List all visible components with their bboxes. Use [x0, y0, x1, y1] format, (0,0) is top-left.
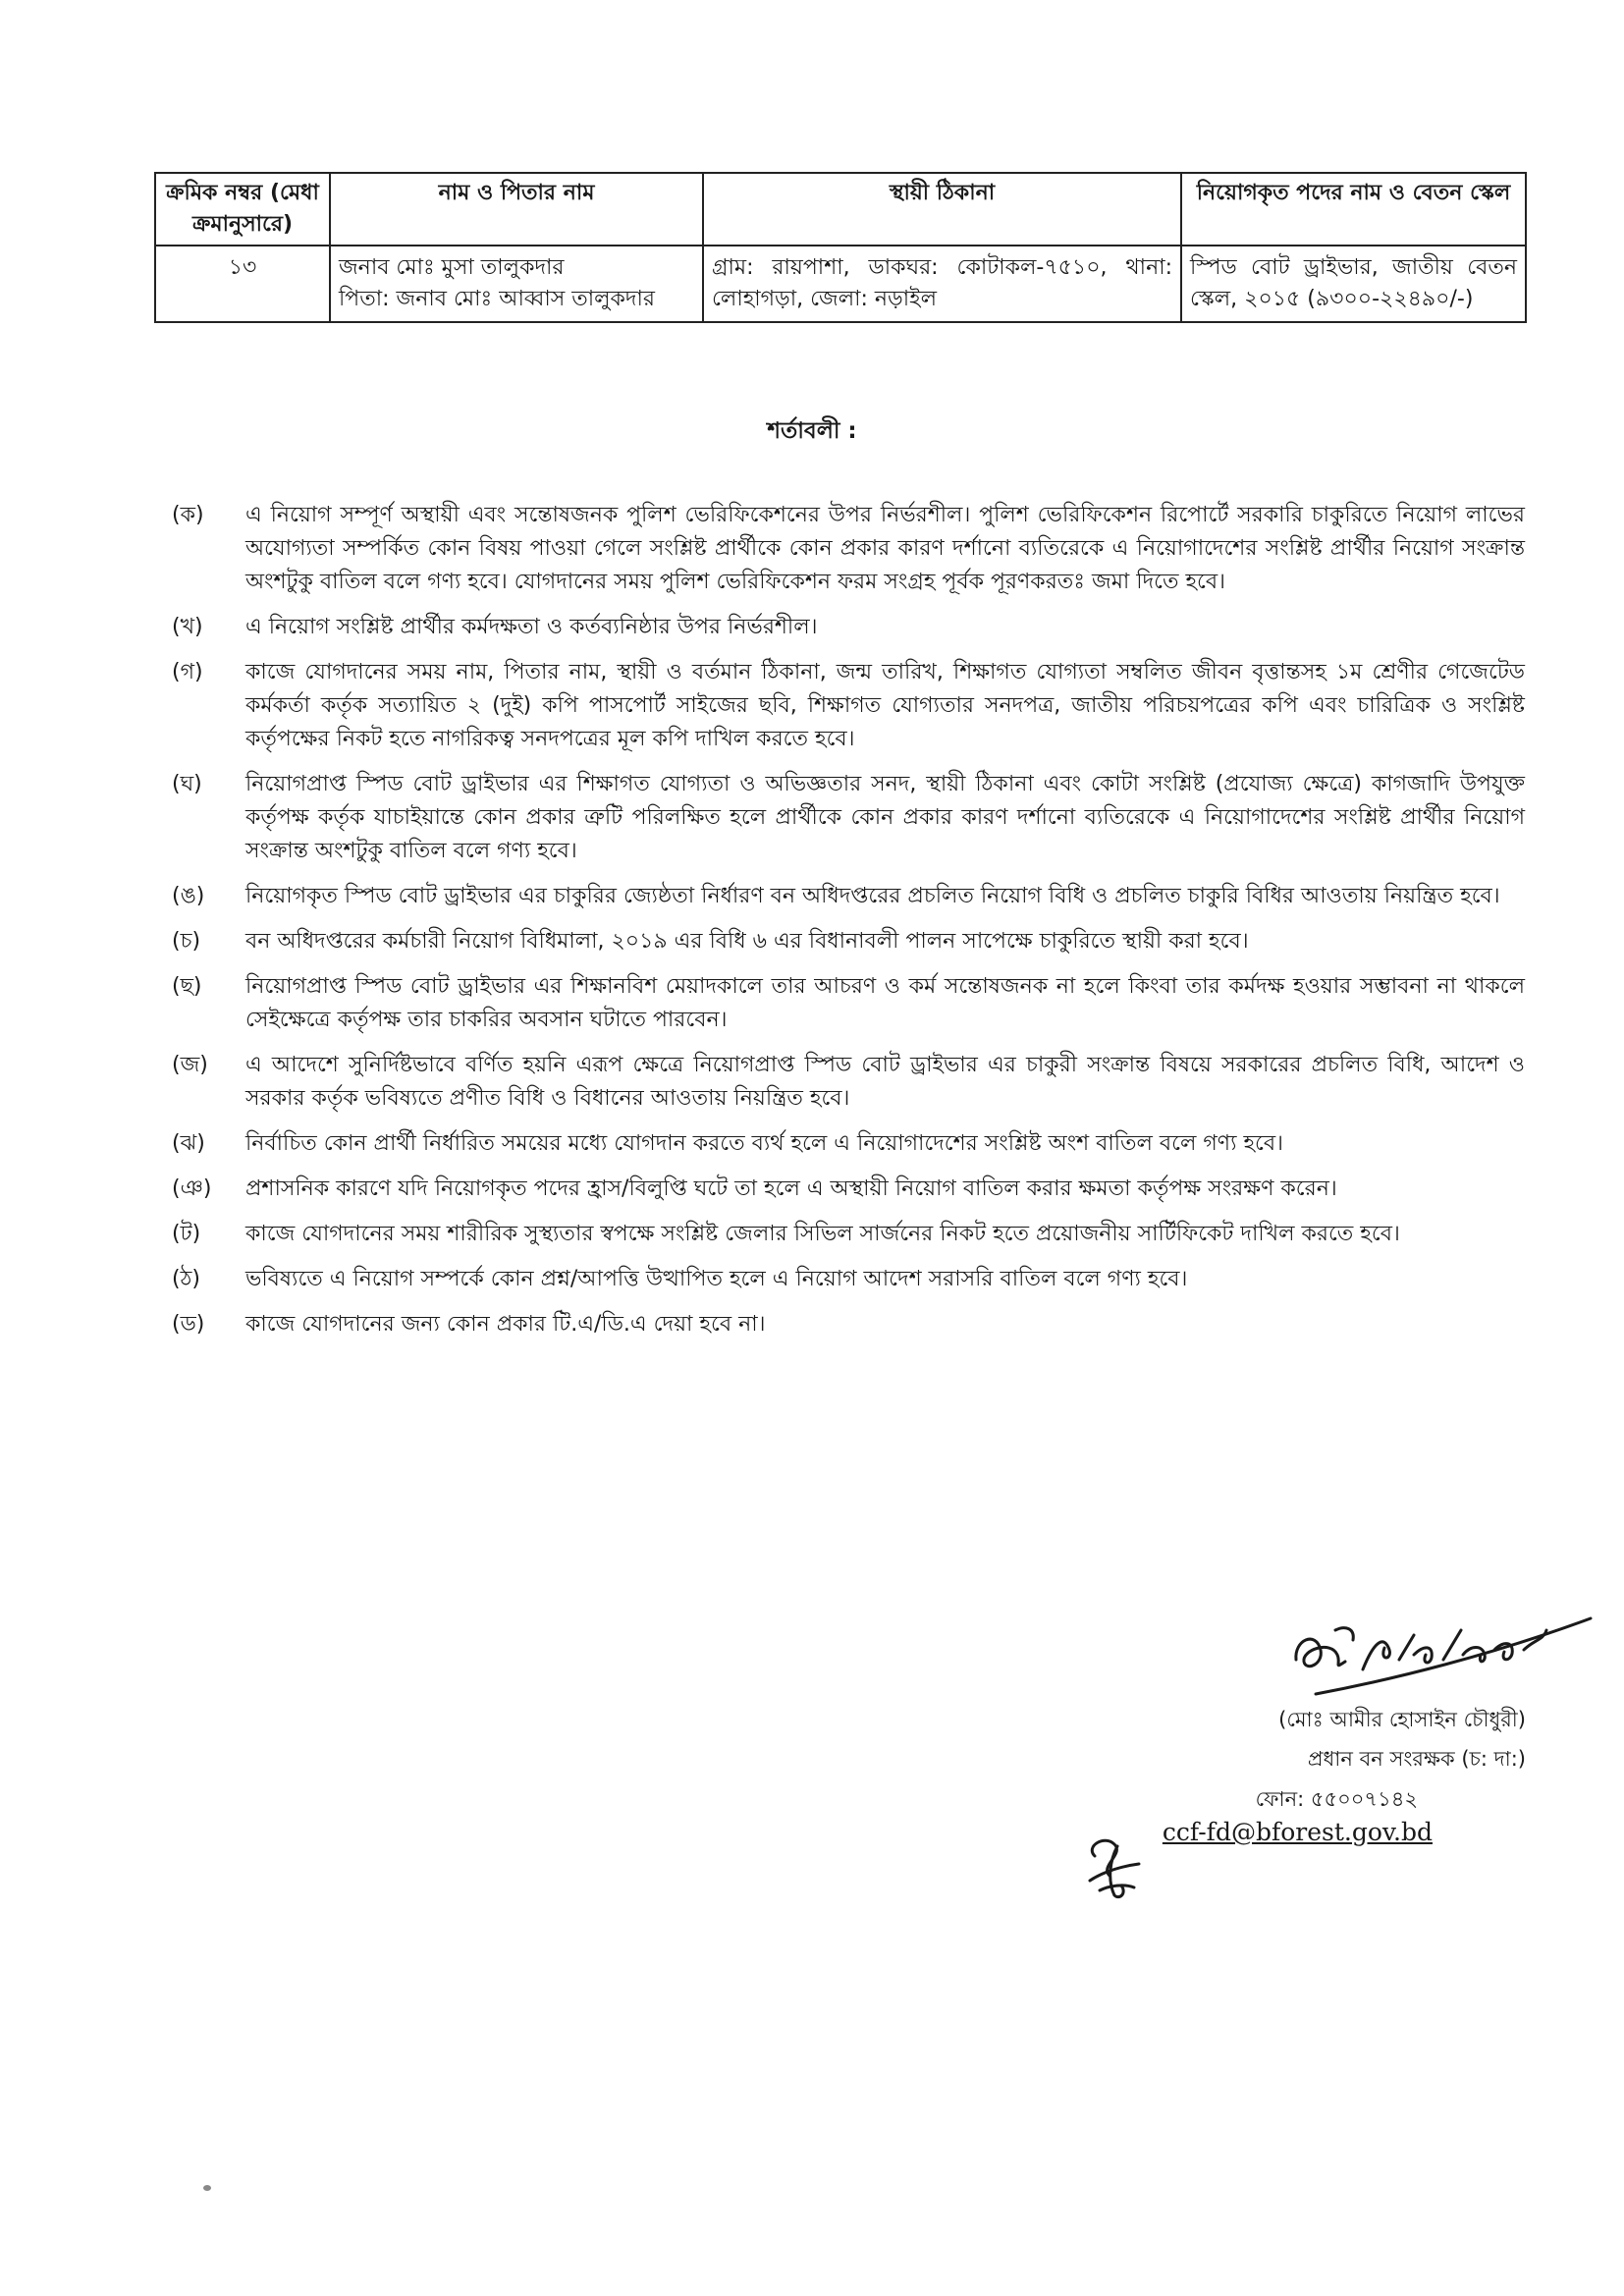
- terms-heading: শর্তাবলী :: [767, 418, 857, 444]
- condition-dda: [172, 1308, 1525, 1341]
- header-serial: ক্রমিক নম্বর (মেধা ক্রমানুসারে): [155, 173, 330, 246]
- table-row: [155, 246, 1526, 322]
- condition-gha: [172, 768, 1525, 868]
- condition-text: কাজে যোগদানের সময় নাম, পিতার নাম, স্থায়ী ও বর্তমান ঠিকানা, জন্ম তারিখ, শিক্ষাগত যোগ্যতা সম্বলিত জীবন বৃত্তান্তসহ ১ম শ্রেণীর গেজেটেড কর্মকর্তা কর্তৃক সত্যায়িত ২ (দুই) কপি পাসপোর্ট সাইজের ছবি, শিক্ষাগত যোগ্যতার সনদপত্র, জাতীয় পরিচয়পত্রের কপি এবং চারিত্রিক ও সংশ্লিষ্ট কর্তৃপক্ষের নিকট হতে নাগরিকত্ব সনদপত্রের মূল কপি দাখিল করতে হবে।: [245, 660, 1525, 751]
- condition-label: (খ): [172, 615, 203, 639]
- father-name: পিতা: জনাব মোঃ আব্বাস তালুকদার: [339, 286, 655, 311]
- condition-ka: [172, 499, 1525, 599]
- header-post: নিয়োগকৃত পদের নাম ও বেতন স্কেল: [1181, 173, 1526, 246]
- condition-kha: [172, 611, 1525, 644]
- signatory-name: (মোঃ আমীর হোসাইন চৌধুরী): [1278, 1708, 1526, 1731]
- condition-ttha: [172, 1263, 1525, 1296]
- initial-signature: [1080, 1827, 1149, 1905]
- condition-label: (ড): [172, 1312, 205, 1337]
- header-address: স্থায়ী ঠিকানা: [703, 173, 1181, 246]
- condition-jha: [172, 1127, 1525, 1161]
- condition-label: (ঙ): [172, 884, 205, 908]
- condition-text: প্রশাসনিক কারণে যদি নিয়োগকৃত পদের হ্রাস/বিলুপ্তি ঘটে তা হলে এ অস্থায়ী নিয়োগ বাতিল করার ক্ষমতা কর্তৃপক্ষ সংরক্ষণ করেন।: [245, 1176, 1337, 1201]
- condition-text: ভবিষ্যতে এ নিয়োগ সম্পর্কে কোন প্রশ্ন/আপত্তি উত্থাপিত হলে এ নিয়োগ আদেশ সরাসরি বাতিল বলে গণ্য হবে।: [245, 1267, 1188, 1291]
- condition-label: (চ): [172, 929, 201, 954]
- header-name: নাম ও পিতার নাম: [330, 173, 703, 246]
- scan-speck: [203, 2185, 211, 2191]
- candidate-name: জনাব মোঃ মুসা তালুকদার: [339, 254, 565, 280]
- cell-name: [330, 246, 703, 322]
- condition-label: (গ): [172, 660, 203, 684]
- condition-text: এ নিয়োগ সম্পূর্ণ অস্থায়ী এবং সন্তোষজনক পুলিশ ভেরিফিকেশনের উপর নির্ভরশীল। পুলিশ ভেরিফিকেশন রিপোর্টে সরকারি চাকুরিতে নিয়োগ লাভের অযোগ্যতা সম্পর্কিত কোন বিষয় পাওয়া গেলে সংশ্লিষ্ট প্রার্থীকে কোন প্রকার কারণ দর্শানো ব্যতিরেকে এ নিয়োগাদেশের সংশ্লিষ্ট প্রার্থীর নিয়োগ সংক্রান্ত অংশটুকু বাতিল বলে গণ্য হবে। যোগদানের সময় পুলিশ ভেরিফিকেশন ফরম সংগ্রহ পূর্বক পূরণকরতঃ জমা দিতে হবে।: [245, 503, 1525, 594]
- appointment-table: [154, 172, 1527, 323]
- condition-ga: [172, 656, 1525, 756]
- condition-text: এ নিয়োগ সংশ্লিষ্ট প্রার্থীর কর্মদক্ষতা ও কর্তব্যনিষ্ঠার উপর নির্ভরশীল।: [245, 615, 818, 639]
- signatory-phone: ফোন: ৫৫০০৭১৪২: [1255, 1787, 1418, 1811]
- condition-label: (ঠ): [172, 1267, 200, 1291]
- condition-text: নিয়োগপ্রাপ্ত স্পিড বোট ড্রাইভার এর শিক্ষাগত যোগ্যতা ও অভিজ্ঞতার সনদ, স্থায়ী ঠিকানা এবং কোটা সংশ্লিষ্ট (প্রযোজ্য ক্ষেত্রে) কাগজাদি উপযুক্ত কর্তৃপক্ষ কর্তৃক যাচাইয়ান্তে কোন প্রকার ত্রুটি পরিলক্ষিত হলে প্রার্থীকে কোন প্রকার কারণ দর্শানো ব্যতিরেকে এ নিয়োগাদেশের সংশ্লিষ্ট প্রার্থীর নিয়োগ সংক্রান্ত অংশটুকু বাতিল বলে গণ্য হবে।: [245, 772, 1525, 863]
- condition-label: (ট): [172, 1222, 201, 1246]
- condition-label: (ঘ): [172, 772, 202, 796]
- condition-text: নিয়োগপ্রাপ্ত স্পিড বোট ড্রাইভার এর শিক্ষানবিশ মেয়াদকালে তার আচরণ ও কর্ম সন্তোষজনক না হলে কিংবা তার কর্মদক্ষ হওয়ার সম্ভাবনা না থাকলে সেইক্ষেত্রে কর্তৃপক্ষ তার চাকরির অবসান ঘটাতে পারবেন।: [245, 974, 1525, 1032]
- signatory-designation: প্রধান বন সংরক্ষক (চ: দা:): [1307, 1747, 1526, 1771]
- condition-chha: [172, 970, 1525, 1037]
- condition-label: (ঞ): [172, 1176, 212, 1201]
- condition-uma: [172, 880, 1525, 913]
- condition-text: কাজে যোগদানের জন্য কোন প্রকার টি.এ/ডি.এ দেয়া হবে না।: [245, 1312, 766, 1337]
- condition-label: (ক): [172, 503, 204, 527]
- condition-text: নির্বাচিত কোন প্রার্থী নির্ধারিত সময়ের মধ্যে যোগদান করতে ব্যর্থ হলে এ নিয়োগাদেশের সংশ্লিষ্ট অংশ বাতিল বলে গণ্য হবে।: [245, 1131, 1283, 1156]
- condition-cha: [172, 925, 1525, 958]
- condition-label: (ঝ): [172, 1131, 205, 1156]
- cell-serial: ১৩: [155, 246, 330, 322]
- condition-label: (জ): [172, 1053, 208, 1077]
- condition-label: (ছ): [172, 974, 202, 999]
- condition-ja: [172, 1049, 1525, 1116]
- condition-text: এ আদেশে সুনির্দিষ্টভাবে বর্ণিত হয়নি এরূপ ক্ষেত্রে নিয়োগপ্রাপ্ত স্পিড বোট ড্রাইভার এর চাকুরী সংক্রান্ত বিষয়ে সরকারের প্রচলিত বিধি, আদেশ ও সরকার কর্তৃক ভবিষ্যতে প্রণীত বিধি ও বিধানের আওতায় নিয়ন্ত্রিত হবে।: [245, 1053, 1525, 1111]
- handwritten-signature: [1276, 1601, 1600, 1719]
- condition-tta: [172, 1218, 1525, 1251]
- condition-text: কাজে যোগদানের সময় শারীরিক সুস্থ্যতার স্বপক্ষে সংশ্লিষ্ট জেলার সিভিল সার্জনের নিকট হতে প্রয়োজনীয় সার্টিফিকেট দাখিল করতে হবে।: [245, 1222, 1400, 1246]
- conditions-list: [172, 499, 1525, 1353]
- condition-text: বন অধিদপ্তরের কর্মচারী নিয়োগ বিধিমালা, ২০১৯ এর বিধি ৬ এর বিধানাবলী পালন সাপেক্ষে চাকুরিতে স্থায়ী করা হবে।: [245, 929, 1249, 954]
- signatory-email-link[interactable]: ccf-fd@bforest.gov.bd: [1162, 1818, 1433, 1846]
- condition-nya: [172, 1173, 1525, 1206]
- cell-post: স্পিড বোট ড্রাইভার, জাতীয় বেতন স্কেল, ২০১৫ (৯৩০০-২২৪৯০/-): [1181, 246, 1526, 322]
- table-header-row: [155, 173, 1526, 246]
- cell-address: গ্রাম: রায়পাশা, ডাকঘর: কোটাকল-৭৫১০, থানা: লোহাগড়া, জেলা: নড়াইল: [703, 246, 1181, 322]
- condition-text: নিয়োগকৃত স্পিড বোট ড্রাইভার এর চাকুরির জ্যেষ্ঠতা নির্ধারণ বন অধিদপ্তরের প্রচলিত নিয়োগ বিধি ও প্রচলিত চাকুরি বিধির আওতায় নিয়ন্ত্রিত হবে।: [245, 884, 1500, 908]
